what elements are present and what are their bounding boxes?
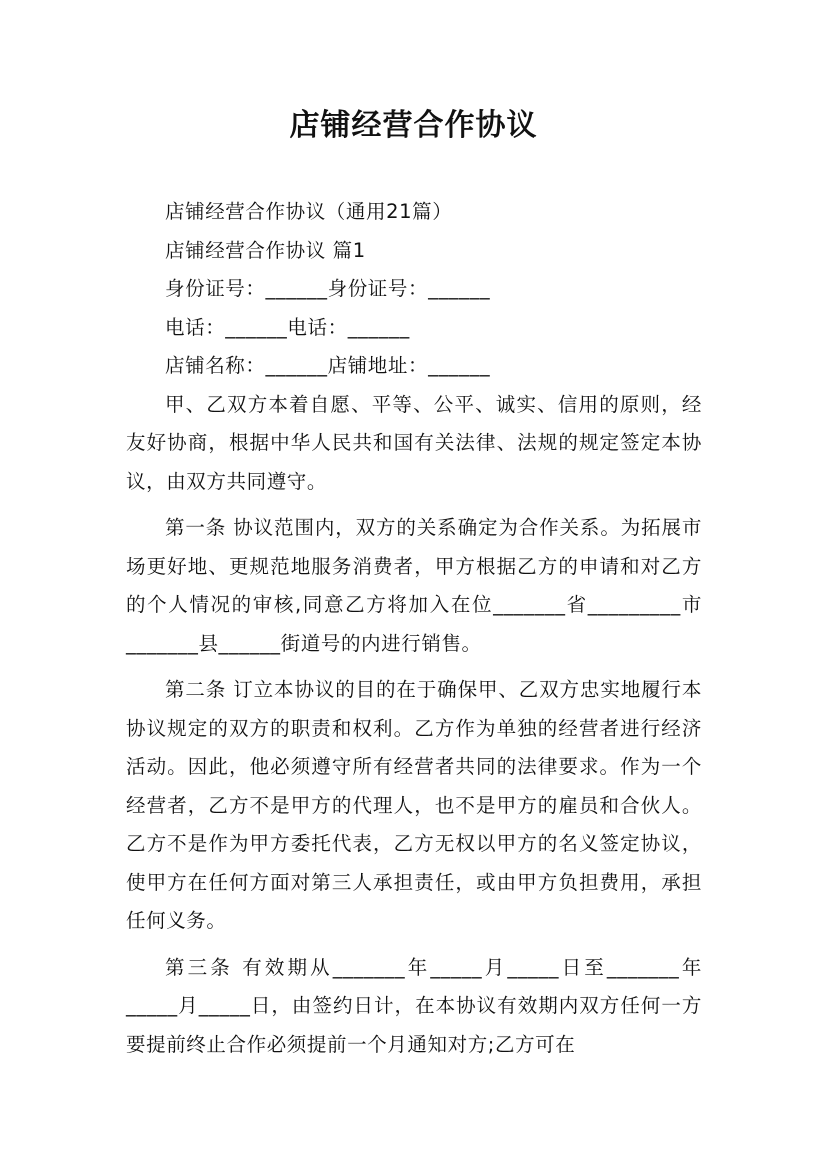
document-body	[126, 193, 702, 1064]
paragraph-article-2: 第二条 订立本协议的目的在于确保甲、乙双方忠实地履行本协议规定的双方的职责和权利。乙方作为单独的经营者进行经济活动。因此，他必须遵守所有经营者共同的法律要求。作为一个经营者，乙方不是甲方的代理人，也不是甲方的雇员和合伙人。乙方不是作为甲方委托代表，乙方无权以甲方的名义签定协议，使甲方在任何方面对第三人承担责任，或由甲方负担费用，承担任何义务。	[126, 678, 702, 932]
paragraph-shop-info: 店铺名称：______店铺地址：______	[165, 354, 491, 377]
paragraph-subtitle: 店铺经营合作协议（通用21篇）	[165, 200, 453, 223]
paragraph-phones: 电话：______电话：______	[165, 315, 410, 339]
paragraph-section-heading: 店铺经营合作协议 篇1	[165, 238, 366, 262]
document-title: 店铺经营合作协议	[289, 108, 538, 143]
paragraph-article-3: 第三条 有效期从_______年_____月_____日至_______年_____月_____日，由签约日计，在本协议有效期内双方任何一方要提前终止合作必须提前一个月通知对方;乙方可在	[126, 955, 702, 1056]
paragraph-article-1: 第一条 协议范围内，双方的关系确定为合作关系。为拓展市场更好地、更规范地服务消费者，甲方根据乙方的申请和对乙方的个人情况的审核,同意乙方将加入在位_______省_________市_______县______街道号的内进行销售。	[126, 516, 702, 655]
paragraph-id-numbers: 身份证号：______身份证号：______	[165, 277, 491, 300]
paragraph-preamble: 甲、乙双方本着自愿、平等、公平、诚实、信用的原则，经友好协商，根据中华人民共和国有关法律、法规的规定签定本协议，由双方共同遵守。	[126, 392, 702, 493]
